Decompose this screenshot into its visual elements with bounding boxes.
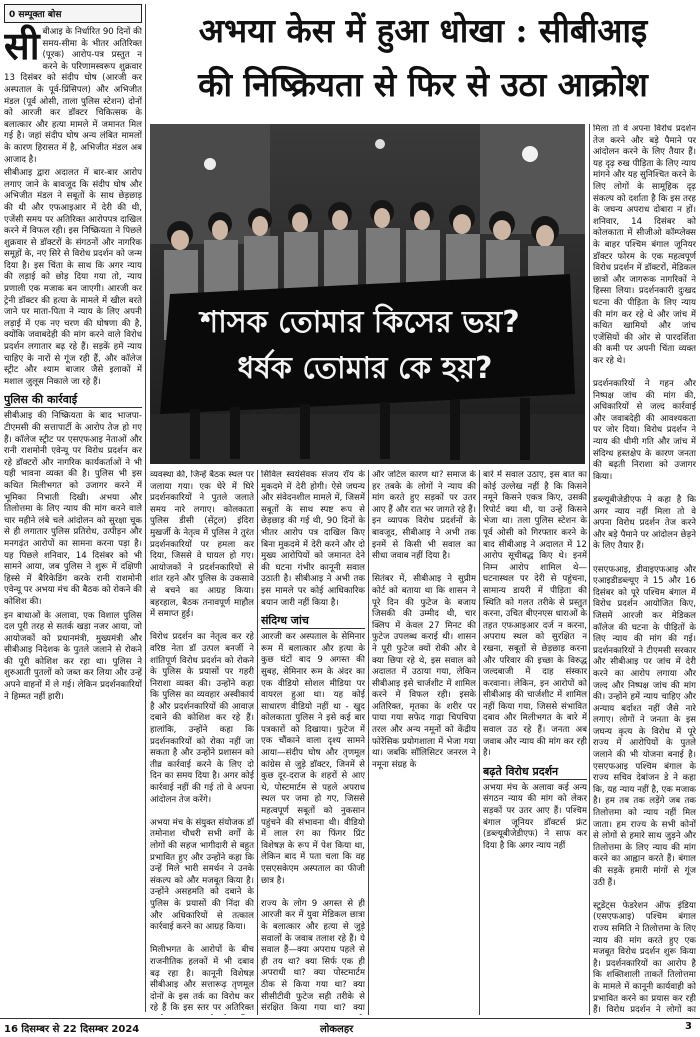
column-divider [145,4,146,1012]
article-paragraph: सीबीआइ द्वारा अदालत में बार-बार आरोप लगाए जाने के बावजूद कि संदीप घोष और अभिजीत मंडल ने सबूतों के साथ छेड़छाड़ की थी और एफआइआर में देरी की थी, एजेंसी समय पर अतिरिक्त आरोपपत्र दाखिल करने में विफल रही। इस निष्क्रियता ने पिछले शुक्रवार से डॉक्टरों के संगठनों और नागरिक समूहों के, नए सिरे से विरोध प्रदर्शन को जन्म दिया है। इस चिंता के साथ कि अगर न्याय की लड़ाई को छोड़ दिया गया तो, न्याय प्रणाली एक मजाक बन जाएगी। आरजी कर ट्रेनी डॉक्टर की हत्या के मामले में खील बरते जाने पर माता-पिता ने न्याय के लिए अपनी लड़ाई में एक नए चरण की घोषणा की है, क्योंकि जवाबदेही की मांग करने वाले विरोध प्रदर्शन लगातार बढ़ रहे हैं। सड़कें हमें न्याय चाहिए के नारों से गूंज रही हैं, और कॉलेज स्ट्रीट और श्याम बाजार जैसे इलाकों में मशाल जुलूस निकाले जा रहे हैं। [4,168,142,387]
paper-name: लोकलहर [320,1024,354,1035]
column-divider [257,470,258,1015]
article-column-1 [150,470,254,1015]
article-paragraph: और जटिल कारण था? समाज के हर तबके के लोगों ने न्याय की मांग करते हुए सड़कों पर उतर आए हैं और रात भर जागते रहे हैं। इन व्यापक विरोध प्रदर्शनों के बावजूद, सीबीआइ ने अभी तक इनमें से किसी भी सवाल का सीधा जवाब नहीं दिया है। सितंबर में, सीबीआइ ने सुप्रीम कोर्ट को बताया था कि शासन ने पूरे दिन की फुटेज के बजाय जिसकी की उम्मीद थी, चार क्लिप में केवल 27 मिनट की फुटेज उपलब्ध कराई थी। शासन ने पूरी फुटेज क्यों रोकी और वे क्या छिपा रहे थे, इस सवाल को अदालत में उठाया गया, लेकिन सीबीआइ इसे चार्जशीट में शामिल करने में विफल रही। इसके अतिरिक्त, मृतका के शरीर पर पाया गया सफेद गाढ़ा चिपचिपा तरल और अन्य नमूनों को केंद्रीय फोरेंसिक प्रयोगशाला में भेजा गया था। जबकि सॉलिसिटर जनरल ने नमूना संग्रह के [372,470,476,770]
banner-text-line-2: ধর্ষক তোমার কে হয়? [237,351,493,386]
article-paragraph: बीआइ के निर्धारित 90 दिनों की समय-सीमा के भीतर अतिरिक्त (पूरक) आरोप-पत्र प्रस्तुत न करने के परिणामस्वरूप शुक्रवार 13 दिसंबर को संदीप घोष (आरजी कर अस्पताल के पूर्व-प्रिंसिपल) और अभिजीत मंडल (पूर्व ओसी, ताला पुलिस स्टेशन) दोनों को आरजी कर डॉक्टर चिकित्सक के बलात्कार और हत्या मामले में जमानत मिल गई है। जहां संदीप घोष अन्य लंबित मामलों के कारण हिरासत में है, अभिजीत मंडल अब आजाद है। [4,27,142,165]
protest-photo-illustration [150,124,585,464]
column-divider [479,470,480,1015]
byline: 0 सम्पूक्ता बोस [4,4,142,23]
article-paragraph: इन बाधाओं के अलावा, एक विशाल पुलिस दल पूरी तरह से सतर्क खड़ा नजर आया, जो आयोजकों को प्रधानमंत्री, मुख्यमंत्री और सीबीआइ निदेशक के पुतले जलाने से रोकने की पूरी कोशिश कर रहा था। पुलिस ने शुरुआती पुतलों को जब्त कर लिया और उन्हें अपने वाहनों में ले गई। लेकिन प्रदर्शनकारियों ने हिम्मत नहीं हारी। [4,610,142,702]
article-column-2 [261,470,365,1015]
protest-photo [150,124,585,464]
column-divider [589,124,590,1015]
banner-text-line-1: শাসক তোমার কিসের ভয়? [200,305,520,340]
page-number: 3 [685,1021,692,1032]
article-paragraph: सिविल स्वयंसेवक संजय रॉय के मुकदमे में देरी होगी। ऐसे जघन्य और संवेदनशील मामले में, जिसमें सबूतों के साथ स्पष्ट रूप से छेड़छाड़ की गई थी, 90 दिनों के भीतर आरोप पत्र दाखिल किए बिना मुकदमे में देरी करने और दो मुख्य आरोपियों को जमानत देने की घटना गंभीर कानूनी सवाल उठाती है। सीबीआइ ने अभी तक इस मामले पर कोई आधिकारिक बयान जारी नहीं किया है। [261,470,365,608]
column-divider [368,470,369,1015]
article-paragraph: आरजी कर अस्पताल के सेमिनार रूम में बलात्कार और हत्या के कुछ घंटों बाद 9 अगस्त की सुबह, सेमिनार रूम के अंदर का एक वीडियो सोशल मीडिया पर वायरल हुआ था। यह कोई साधारण वीडियो नहीं था - खुद कोलकाता पुलिस ने इसे कई बार पत्रकारों को दिखाया। फुटेज में एक चौंकाने वाला दृश्य सामने आया—संदीप घोष और तृणमूल कांग्रेस से जुड़े डॉक्टर, जिनमें से कुछ दूर-दराज के शहरों से आए थे, पोस्टमार्टम से पहले अपराध स्थल पर जमा हो गए, जिससे महत्वपूर्ण सबूतों को नुकसान पहुंचने की संभावना थी। वीडियो में लाल रंग का फिंगर प्रिंट विशेषज्ञ के रूप में पेश किया था, लेकिन बाद में पता चला कि वह एसएसकेएम अस्पताल का फीजी छात्र है। राज्य के लोग 9 अगस्त से ही आरजी कर में युवा मेडिकल छात्रा के बलात्कार और हत्या से जुड़े सवालों के जवाब तलाश रहे हैं। ये सवाल हैं—क्या अपराध पहले से ही तय था? क्या सिर्फ एक ही अपराधी था? क्या पोस्टमार्टम ठीक से किया गया था? क्या सीसीटीवी फुटेज सही तरीके से संरक्षित किया गया था? क्या [261,632,365,1014]
left-column [4,4,142,1014]
article-paragraph: व्यवस्था की, जिन्हें बैठक स्थल पर जलाया गया। एक घेरे में घिरे प्रदर्शनकारियों ने पुतले जलाते समय नारे लगाए। कोलकाता पुलिस डीसी (सेंट्रल) इंदिरा मुखर्जी के नेतृत्व में पुलिस ने तुरंत प्रदर्शनकारियों पर हमला कर दिया, जिससे वे घायल हो गए। आयोजकों ने प्रदर्शनकारियों से शांत रहने और पुलिस के उकसावे से बचने का आग्रह किया। बहरहाल, बैठक तनावपूर्ण माहौल में समाप्त हुई। विरोध प्रदर्शन का नेतृत्व कर रहे वरिष्ठ नेता डॉ उत्पल बनर्जी ने शांतिपूर्ण विरोध प्रदर्शन को रोकने के पुलिस के प्रयासों पर गहरी निराशा व्यक्त की। उन्होंने कहा कि पुलिस का व्यवहार अस्वीकार्य है और प्रदर्शनकारियों की आवाज़ दबाने की कोशिश कर रहे हैं। हालांकि, उन्होंने कहा कि प्रदर्शनकारियों को रोका नहीं जा सकता है और उन्होंने प्रशासन को तीव्र कार्रवाई करने के लिए दो दिन का समय दिया है। अगर कोई कार्रवाई नहीं की गई तो वे अपना आंदोलन तेज करेंगे। अभया मंच के संयुक्त संयोजक डॉ तमोनाश चौधरी सभी वर्गों के लोगों की सहज भागीदारी से बहुत प्रभावित हुए और उन्होंने कहा कि उन्हें मिले भारी समर्थन ने उनके संकल्प को और मजबूत किया है। उन्होंने असहमति को दबाने के पुलिस के प्रयासों की निंदा की और अधिकारियों से तत्काल कार्रवाई करने का आग्रह किया। मिलीभगत के आरोपों के बीच राजनीतिक हलकों में भी दबाव बढ़ रहा है। कानूनी विशेषज्ञ सीबीआइ और सत्तारूढ़ तृणमूल दोनों के इस तर्क का विरोध कर रहे हैं कि इस स्तर पर अतिरिक्त [150,470,254,1014]
page-footer [0,1018,700,1037]
headline-line-1: अभया केस में हुआ धोखा : सीबीआइ [198,11,648,50]
article-paragraph: मिला तो वे अपना विरोध प्रदर्शन तेज करने और बड़े पैमाने पर आंदोलन करने के लिए तैयार हैं। यह दृढ़ रुख पीड़िता के लिए न्याय मांगने और यह सुनिश्चित करने के लिए लोगों के सामूहिक दृढ़ संकल्प को दर्शाता है कि इस तरह के जघन्य अपराध दोबारा न हों। शनिवार, 14 दिसंबर को कोलकाता में सीजीओ कॉम्प्लेक्स के बाहर पश्चिम बंगाल जूनियर डॉक्टर फोरम के एक महत्वपूर्ण विरोध प्रदर्शन में डॉक्टरों, मेडिकल छात्रों और जागरूक नागरिकों ने हिस्सा लिया। प्रदर्शनकारी दुःखद घटना की पीड़िता के लिए न्याय की मांग कर रहे थे और जांच में कथित खामियों और जांच एजेंसियों की ओर से पारदर्शिता की कमी पर अपनी चिंता व्यक्त कर रहे थे। प्रदर्शनकारियों ने गहन और निष्पक्ष जांच की मांग की, अधिकारियों से जल्द कार्रवाई और जवाबदेही की आवश्यकता पर जोर दिया। विरोध प्रदर्शन ने न्याय की धीमी गति और जांच में संदिग्ध हस्तक्षेप के कारण जनता की बढ़ती निराशा को उजागर किया। डब्ल्यूबीजेडीएफ ने कहा है कि अगर न्याय नहीं मिला तो वे अपना विरोध प्रदर्शन तेज करने और बड़े पैमाने पर आंदोलन छेड़ने के लिए तैयार हैं। एसएफआइ, डीवाइएफआइ और एआइडीडब्ल्यूए ने 15 और 16 दिसंबर को पूरे पश्चिम बंगाल में विरोध प्रदर्शन आयोजित किए, जिसमें आरजी कर मेडिकल कॉलेज की घटना के पीड़ितों के लिए न्याय की मांग की गई। प्रदर्शनकारियों ने टीएमसी सरकार और सीबीआइ पर जांच में देरी करने का आरोप लगाया और जल्द और निष्पक्ष जांच की मांग की। उन्होंने हमें न्याय चाहिए और अन्याय बर्दाश्त नहीं जैसे नारे लगाए। लोगों ने जनता के इस जघन्य कृत्य के विरोध में पूरे राज्य में आरोपियों के पुतले जलाने की भी योजना बनाई है। एसएफआइ पश्चिम बंगाल के राज्य सचिव देबांजन डे ने कहा कि, यह न्याय नहीं है, एक मजाक है। हम तब तक लड़ेंगे जब तक तिलोत्तमा को न्याय नहीं मिल जाता। हम राज्य के सभी कोनों से लोगों से हमारे साथ जुड़ने और तिलोत्तमा के लिए न्याय की मांग करने का आह्वान करते हैं। बंगाल की सड़कें हमारी मांगों से गूंज उठी हैं। स्टूडेंट्स फेडरेशन ऑफ इंडिया (एसएफआइ) पश्चिम बंगाल राज्य समिति ने तिलोत्तमा के लिए न्याय की मांग करते हुए एक मजबूत विरोध प्रदर्शन शुरू किया है। प्रदर्शनकारियों का आरोप है कि शक्तिशाली ताकतें तिलोत्तमा के मामले में कानूनी कार्यवाही को प्रभावित करने का प्रयास कर रही हैं। विरोध प्रदर्शन ने लोगों का [593,124,696,1015]
article-paragraph: सीबीआइ की निष्क्रियता के बाद भाजपा-टीएमसी की सत्तापार्टी के आरोप तेज हो गए हैं। कॉलेज स्ट्रीट पर एसएफआइ नेताओं और रानी राशमोनी एवेन्यू पर विरोध प्रदर्शन कर रहे डॉक्टरों और नागरिक कार्यकर्ताओं ने भी यही भावना व्यक्त की है। पुलिस भी इस कथित मिलीभगत को उजागर करने में भूमिका निभाती दिखी। अभया और तिलोत्तमा के लिए न्याय की मांग करने वाले चार महीने लंबे चले आंदोलन को सुरक्षा चूक से ही लगातार पुलिस प्रतिरोध, उत्पीड़न और मनगढ़ंत आरोपों का सामना करना पड़ा है। यह पिछले शनिवार, 14 दिसंबर को भी सामने आया, जब पुलिस ने शुरू में दक्षिणी हिस्से में बैरिकेडिंग करके रानी राशमोनी एवेन्यू पर अभया मंच की बैठक को रोकने की कोशिश की। [4,411,142,607]
section-subhead: संदिग्ध जांच [261,613,365,629]
article-paragraph: अभया मंच के अलावा कई अन्य संगठन न्याय की मांग को लेकर सड़कों पर उतर आए हैं। पश्चिम बंगाल जूनियर डॉक्टर्स फ्रंट (डब्ल्यूबीजेडीएफ) ने साफ कर दिया है कि अगर न्याय नहीं [483,782,587,851]
article-column-4 [483,470,587,1015]
article-column-5 [593,124,696,1015]
article-column-3 [372,470,476,1015]
headline [150,4,696,122]
section-subhead: पुलिस की कार्रवाई [4,392,142,408]
issue-date: 16 दिसम्बर से 22 दिसम्बर 2024 [4,1024,140,1035]
headline-line-2: की निष्क्रियता से फिर से उठा आक्रोश [198,65,648,104]
article-paragraph: बारे में सवाल उठाए, इस बात का कोई उल्लेख नहीं है कि किसने नमूने किसने एकत्र किए, उसकी रिपोर्ट क्या थी, या उन्हें किसने भेजा था। तला पुलिस स्टेशन के पूर्व ओसी को गिरफ्तार करने के बाद सीबीआइ ने अदालत में 12 आरोप सूचीबद्ध किए थे। इनमें निम्न आरोप शामिल थे—घटनास्थल पर देरी से पहुंचना, सामान्य डायरी में पीड़िता की स्थिति को गलत तरीके से प्रस्तुत करना, उचित बीएनएस धाराओं के तहत एफआइआर दर्ज न करना, अपराध स्थल को सुरक्षित न रखना, सबूतों से छेड़छाड़ करना और परिवार की इच्छा के विरुद्ध जल्दबाजी में दाह संस्कार करवाना। लेकिन, इन आरोपों को सीबीआइ की चार्जशीट में शामिल नहीं किया गया, जिससे संभावित दबाव और मिलीभगत के बारे में सवाल उठ रहे हैं। जनता अब जवाब और न्याय की मांग कर रही है। [483,470,587,759]
section-subhead: बढ़ते विरोध प्रदर्शन [483,764,587,780]
drop-cap: सी [4,23,40,68]
